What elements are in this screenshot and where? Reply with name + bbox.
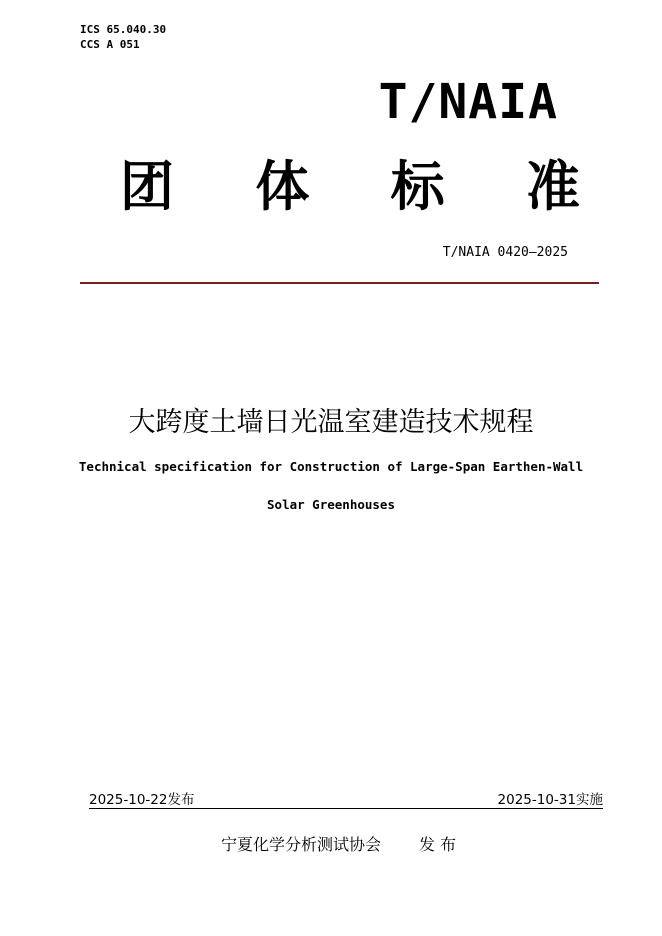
standard-type-char: 标 bbox=[390, 155, 445, 218]
title-english-line-1: Technical specification for Construction of Large-Span Earthen-Wall bbox=[78, 459, 584, 474]
standard-number: T/NAIA 0420—2025 bbox=[442, 245, 568, 260]
standard-type-char: 体 bbox=[255, 155, 310, 218]
standard-type-char: 团 bbox=[120, 155, 174, 218]
footer-divider bbox=[89, 808, 603, 809]
standard-type-heading bbox=[120, 155, 580, 219]
ccs-code: CCS A 051 bbox=[80, 38, 140, 51]
publisher-action: 发布 bbox=[419, 835, 462, 854]
publisher-name: 宁夏化学分析测试协会 bbox=[221, 835, 382, 854]
title-english-line-2: Solar Greenhouses bbox=[267, 497, 395, 512]
publish-date: 2025-10-22发布 bbox=[89, 792, 195, 808]
header-divider bbox=[80, 282, 599, 284]
title-chinese: 大跨度土墙日光温室建造技术规程 bbox=[128, 407, 534, 438]
implementation-date: 2025-10-31实施 bbox=[497, 792, 603, 808]
ics-code: ICS 65.040.30 bbox=[80, 23, 167, 36]
standard-type-char: 准 bbox=[525, 155, 580, 218]
standard-code: T/NAIA bbox=[378, 74, 558, 130]
